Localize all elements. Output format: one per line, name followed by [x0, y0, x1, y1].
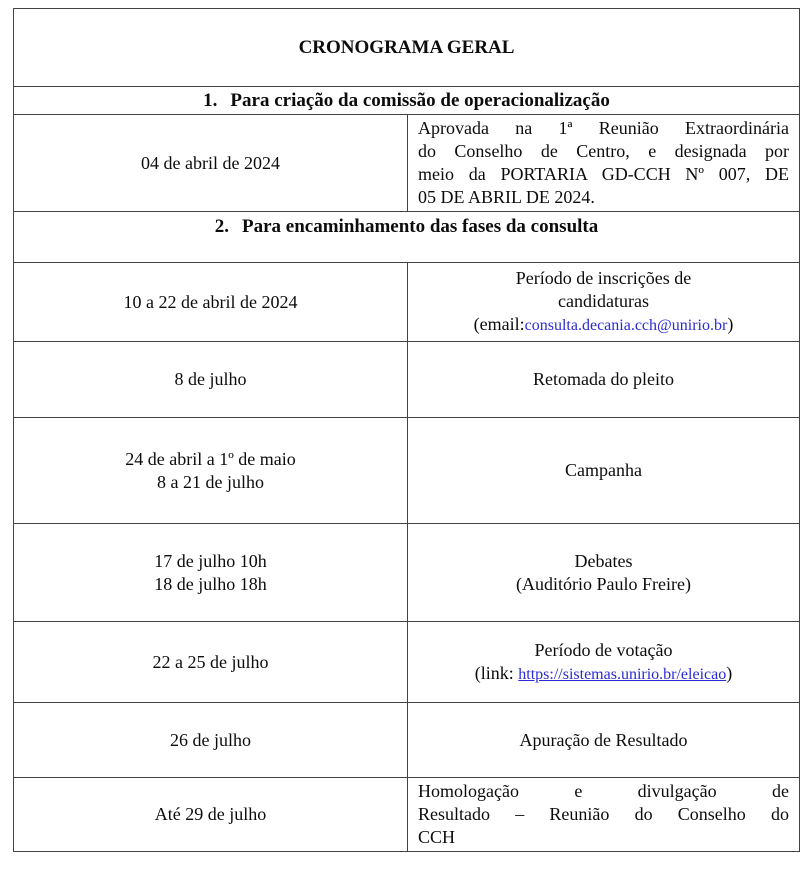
table-title: CRONOGRAMA GERAL [14, 9, 800, 87]
debates-line-1: Debates [574, 550, 633, 571]
votacao-link[interactable]: https://sistemas.unirio.br/eleicao [518, 665, 727, 683]
cronograma-table [13, 8, 800, 852]
campanha-date-line-2: 8 a 21 de julho [157, 471, 264, 492]
apuracao-description-cell: Apuração de Resultado [408, 703, 800, 778]
debates-description-cell [408, 524, 800, 622]
table-row [14, 524, 800, 622]
table-row [14, 263, 800, 342]
debates-line-2: (Auditório Paulo Freire) [516, 573, 691, 594]
inscricoes-line-1: Período de inscrições de [515, 268, 692, 288]
debates-date-line-1: 17 de julho 10h [154, 550, 267, 571]
email-link[interactable]: consulta.decania.cch@unirio.br [524, 317, 728, 334]
table-row [14, 703, 800, 778]
campanha-description-cell: Campanha [408, 418, 800, 524]
homologacao-line-2: Resultado – Reunião do Conselho do [418, 804, 789, 824]
section-2-number: 2. [214, 216, 229, 237]
homologacao-description-cell [408, 778, 800, 852]
document-page [13, 8, 800, 852]
table-row [14, 622, 800, 703]
table-row [14, 115, 800, 212]
votacao-line-1: Período de votação [534, 639, 673, 660]
link-suffix: ) [726, 662, 733, 683]
inscricoes-email-line [418, 313, 789, 337]
inscricoes-description-cell [408, 263, 800, 342]
debates-date-line-2: 18 de julho 18h [154, 573, 267, 594]
votacao-description-cell [408, 622, 800, 703]
section-1-header [14, 87, 800, 115]
email-suffix: ) [727, 314, 734, 334]
retomada-date-cell: 8 de julho [14, 342, 408, 418]
votacao-date-cell: 22 a 25 de julho [14, 622, 408, 703]
apuracao-date-cell: 26 de julho [14, 703, 408, 778]
campanha-date-cell [14, 418, 408, 524]
section-2-row [14, 212, 800, 263]
homologacao-date-cell: Até 29 de julho [14, 778, 408, 852]
table-row [14, 342, 800, 418]
link-prefix: (link: [474, 662, 519, 683]
email-prefix: (email: [473, 314, 525, 334]
table-row [14, 418, 800, 524]
campanha-date-line-1: 24 de abril a 1º de maio [125, 448, 296, 469]
votacao-link-line [418, 662, 789, 686]
comissao-description-cell [408, 115, 800, 212]
comissao-line-3: meio da PORTARIA GD-CCH Nº 007, DE [418, 164, 789, 184]
retomada-description-cell: Retomada do pleito [408, 342, 800, 418]
comissao-line-2: do Conselho de Centro, e designada por [418, 141, 789, 161]
comissao-date-cell: 04 de abril de 2024 [14, 115, 408, 212]
section-1-number: 1. [203, 90, 218, 111]
debates-date-cell [14, 524, 408, 622]
section-2-header [14, 212, 800, 263]
inscricoes-date-cell: 10 a 22 de abril de 2024 [14, 263, 408, 342]
table-row [14, 778, 800, 852]
homologacao-line-1: Homologação e divulgação de [418, 781, 789, 801]
section-1-row [14, 87, 800, 115]
comissao-line-4: 05 DE ABRIL DE 2024. [418, 187, 595, 207]
homologacao-line-3: CCH [418, 827, 456, 847]
comissao-line-1: Aprovada na 1ª Reunião Extraordinária [418, 118, 789, 138]
title-row [14, 9, 800, 87]
inscricoes-line-2: candidaturas [558, 291, 649, 311]
section-1-label: Para criação da comissão de operacionalização [230, 90, 610, 111]
section-2-label: Para encaminhamento das fases da consulta [241, 216, 599, 237]
